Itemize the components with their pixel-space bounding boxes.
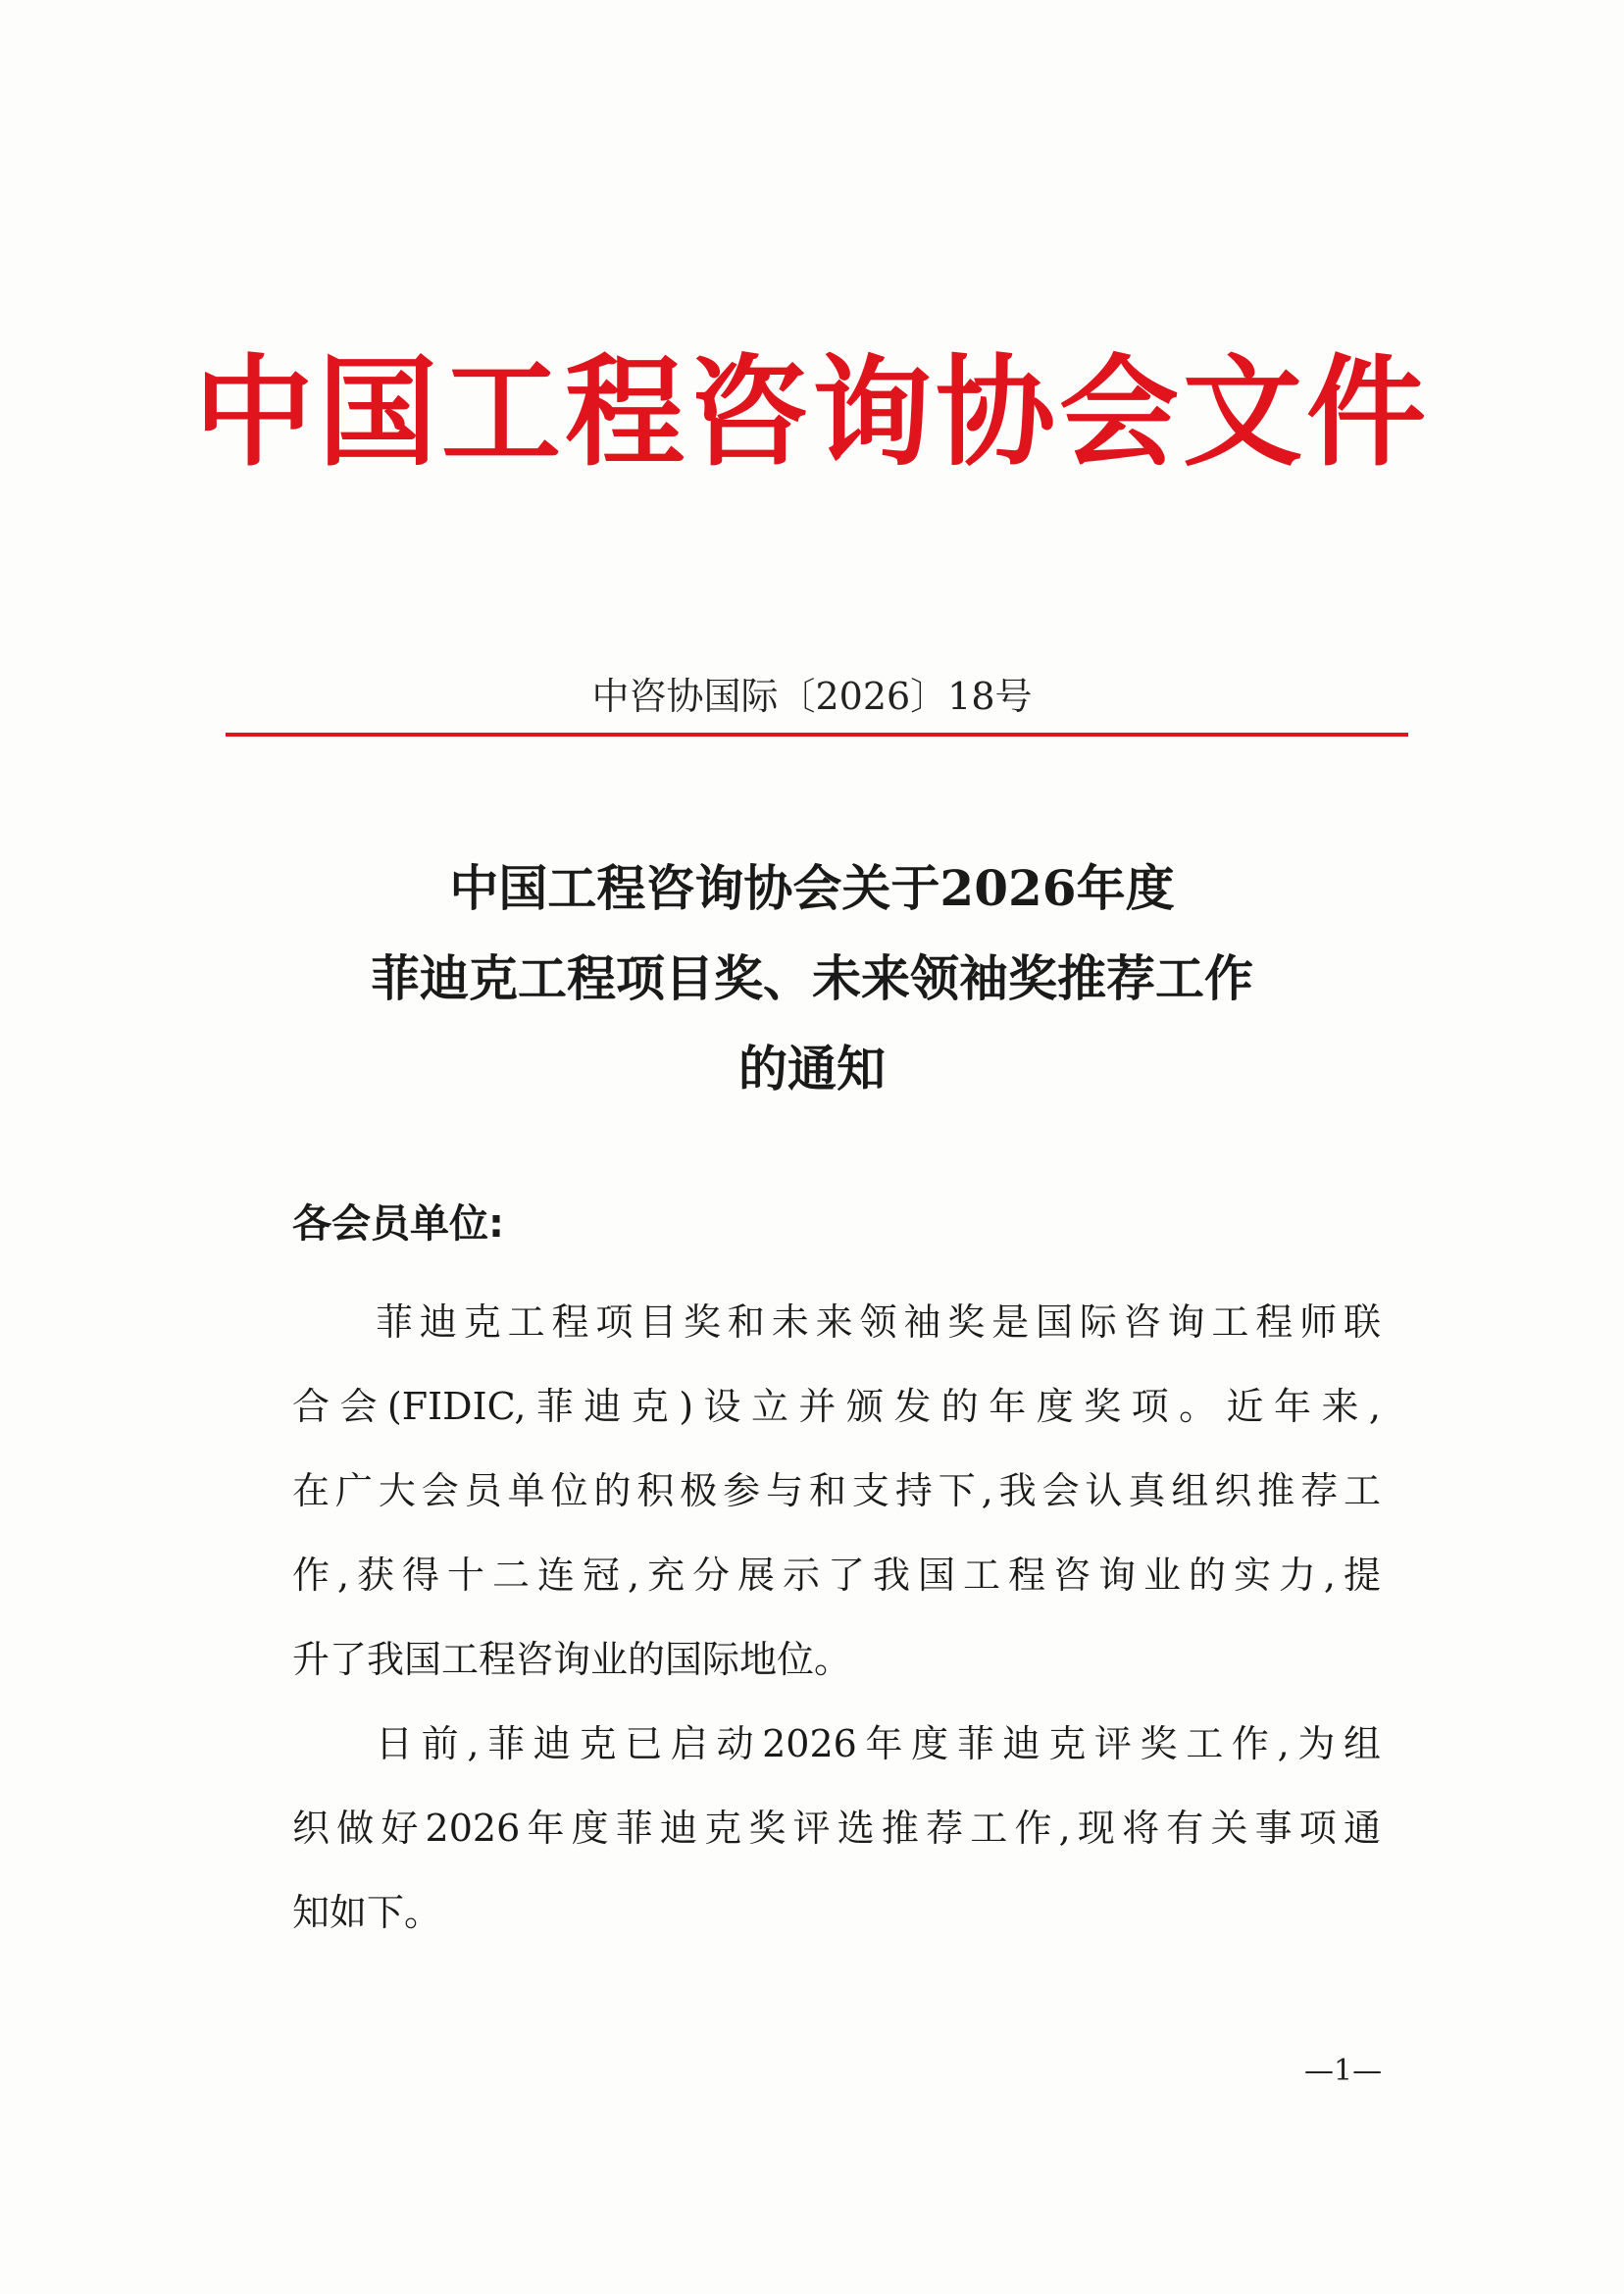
paragraph-2-line: 知如下。 [292, 1891, 442, 1934]
red-divider-line [226, 733, 1408, 737]
paragraph-2-line: 织做好2026年度菲迪克奖评选推荐工作,现将有关事项通 [292, 1807, 1381, 1850]
paragraph-1-line: 作,获得十二连冠,充分展示了我国工程咨询业的实力,提 [292, 1554, 1381, 1597]
paragraph-1-line: 在广大会员单位的积极参与和支持下,我会认真组织推荐工 [292, 1469, 1381, 1512]
notice-title [0, 843, 1624, 1114]
page-number: —1— [1304, 2054, 1383, 2088]
masthead-title: 中国工程咨询协会文件 [194, 341, 1430, 483]
paragraph-2-line: 日前,菲迪克已启动2026年度菲迪克评奖工作,为组 [376, 1722, 1381, 1765]
notice-title-line: 中国工程咨询协会关于2026年度 [449, 859, 1175, 917]
body-text [292, 1280, 1381, 1955]
notice-title-line: 菲迪克工程项目奖、未来领袖奖推荐工作 [371, 949, 1253, 1007]
paragraph-1-line: 升了我国工程咨询业的国际地位。 [292, 1638, 852, 1681]
document-number: 中咨协国际〔2026〕18号 [591, 675, 1033, 718]
paragraph-1-line: 合会(FIDIC,菲迪克)设立并颁发的年度奖项。近年来, [292, 1385, 1381, 1428]
salutation: 各会员单位: [292, 1201, 504, 1247]
notice-title-line: 的通知 [738, 1040, 886, 1097]
paragraph-1-line: 菲迪克工程项目奖和未来领袖奖是国际咨询工程师联 [376, 1300, 1381, 1344]
